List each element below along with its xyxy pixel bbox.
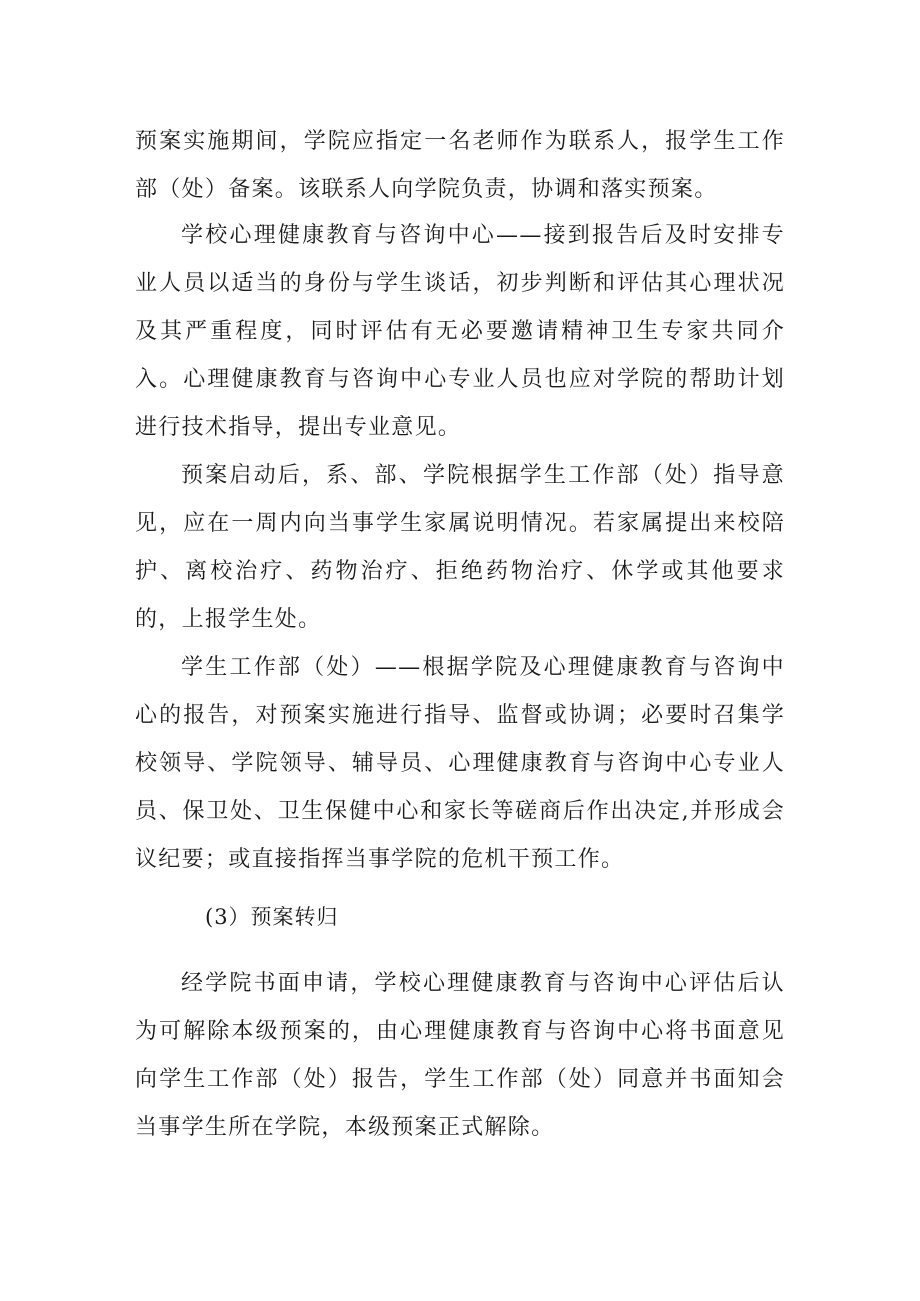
section-heading: (3）预案转归 bbox=[205, 905, 339, 929]
paragraph-plan-activation: 预案启动后，系、部、学院根据学生工作部（处）指导意见，应在一周内向当事学生家属说明情况。若家属提出来校陪护、离校治疗、药物治疗、拒绝药物治疗、休学或其他要求的，上报学生处。 bbox=[135, 463, 785, 632]
paragraph-counseling-center: 学校心理健康教育与咨询中心——接到报告后及时安排专业人员以适当的身份与学生谈话，初步判断和评估其心理状况及其严重程度，同时评估有无必要邀请精神卫生专家共同介入。心理健康教育与咨询中心专业人员也应对学院的帮助计划进行技术指导，提出专业意见。 bbox=[135, 223, 785, 440]
paragraph-contact-person: 预案实施期间，学院应指定一名老师作为联系人，报学生工作部（处）备案。该联系人向学院负责，协调和落实预案。 bbox=[135, 129, 785, 202]
paragraph-student-affairs: 学生工作部（处）——根据学院及心理健康教育与咨询中心的报告，对预案实施进行指导、监督或协调；必要时召集学校领导、学院领导、辅导员、心理健康教育与咨询中心专业人员、保卫处、卫生保健中心和家长等磋商后作出决定,并形成会议纪要；或直接指挥当事学院的危机干预工作。 bbox=[135, 655, 785, 872]
paragraph-plan-release: 经学院书面申请，学校心理健康教育与咨询中心评估后认为可解除本级预案的，由心理健康教育与咨询中心将书面意见向学生工作部（处）报告，学生工作部（处）同意并书面知会当事学生所在学院，本级预案正式解除。 bbox=[135, 971, 785, 1140]
